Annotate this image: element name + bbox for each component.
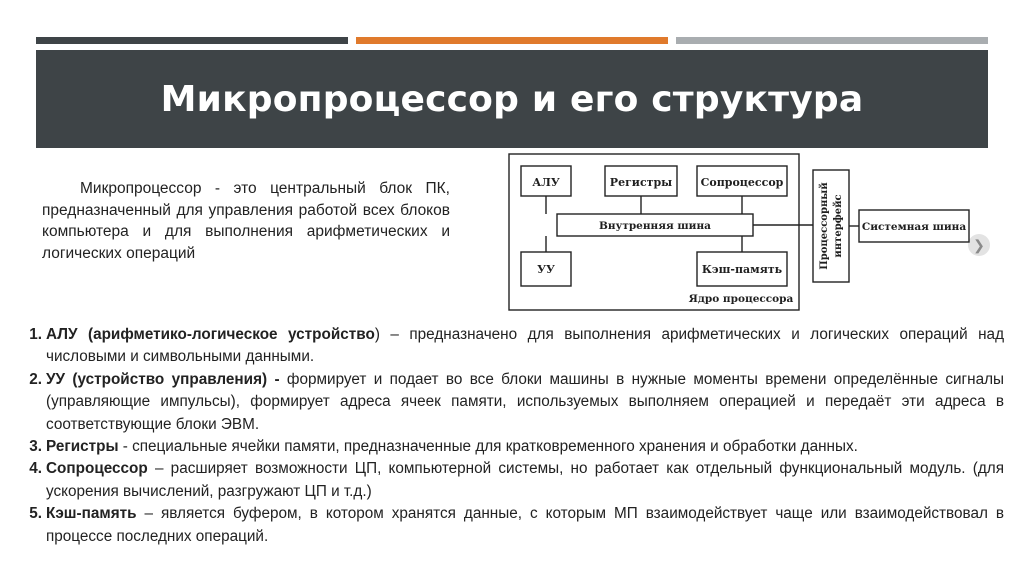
list-number: 3. <box>29 438 42 456</box>
list-item <box>14 369 1004 436</box>
list-text: – расширяет возможности ЦП, компьютерной системы, но работает как отдельный функциональный модуль. (для ускорения вычислений, разгружают ЦП и т.д.) <box>46 460 1004 500</box>
list-item <box>14 324 1004 369</box>
registers-label: Регистры <box>609 176 673 189</box>
internal-bus-label: Внутренняя шина <box>599 220 711 232</box>
alu-label: АЛУ <box>532 176 560 189</box>
list-term: Регистры <box>46 438 119 456</box>
system-bus-label: Системная шина <box>861 221 967 233</box>
list-term: Сопроцессор <box>46 460 148 478</box>
list-number: 1. <box>29 326 42 343</box>
list-text: ) – предназначено для выполнения арифметических и логических операций над числовыми и символьными данными. <box>46 326 1004 366</box>
list-text: формирует и подает во все блоки машины в нужные моменты времени определённые сигналы (управляющие импульсы), формирует адреса ячеек памяти, используемых выполняем операцией и передаёт эти адреса в соответствующие блоки ЭВМ. <box>46 370 1004 433</box>
title-banner <box>36 50 988 148</box>
list-number: 4. <box>29 460 42 478</box>
processor-interface-label-line2: интерфейс <box>833 194 844 258</box>
chevron-right-icon: ❯ <box>973 237 985 253</box>
list-term: УУ (устройство управления) - <box>46 370 280 388</box>
list-item <box>14 436 1004 458</box>
intro-paragraph <box>42 178 450 264</box>
top-accent-bar-dark <box>36 37 348 44</box>
processor-structure-diagram <box>507 148 997 316</box>
coprocessor-label: Сопроцессор <box>700 176 784 189</box>
list-term: АЛУ (арифметико-логическое устройство <box>46 326 375 343</box>
processor-interface-label-line1: Процессорный <box>819 182 830 270</box>
list-text: - специальные ячейки памяти, предназначенные для кратковременного хранения и обработки данных. <box>118 438 858 456</box>
intro-text: Микропроцессор - это центральный блок ПК, предназначенный для управления работой всех блоков компьютера и для выполнения арифметических и логических операций <box>42 180 450 262</box>
list-number: 2. <box>29 370 42 388</box>
top-accent-bar-orange <box>356 37 668 44</box>
list-number: 5. <box>29 505 42 523</box>
list-item <box>14 503 1004 548</box>
core-label: Ядро процессора <box>688 293 794 305</box>
list-term: Кэш-память <box>46 505 137 523</box>
uu-label: УУ <box>537 263 555 276</box>
component-list <box>14 324 1004 548</box>
cache-label: Кэш-память <box>701 263 783 276</box>
slide-title: Микропроцессор и его структура <box>160 78 864 120</box>
top-accent-bar-gray <box>676 37 988 44</box>
list-text: – является буфером, в котором хранятся данные, с которым МП взаимодействует чаще или взаимодействовал в процессе последних операций. <box>46 505 1004 545</box>
list-item <box>14 458 1004 503</box>
